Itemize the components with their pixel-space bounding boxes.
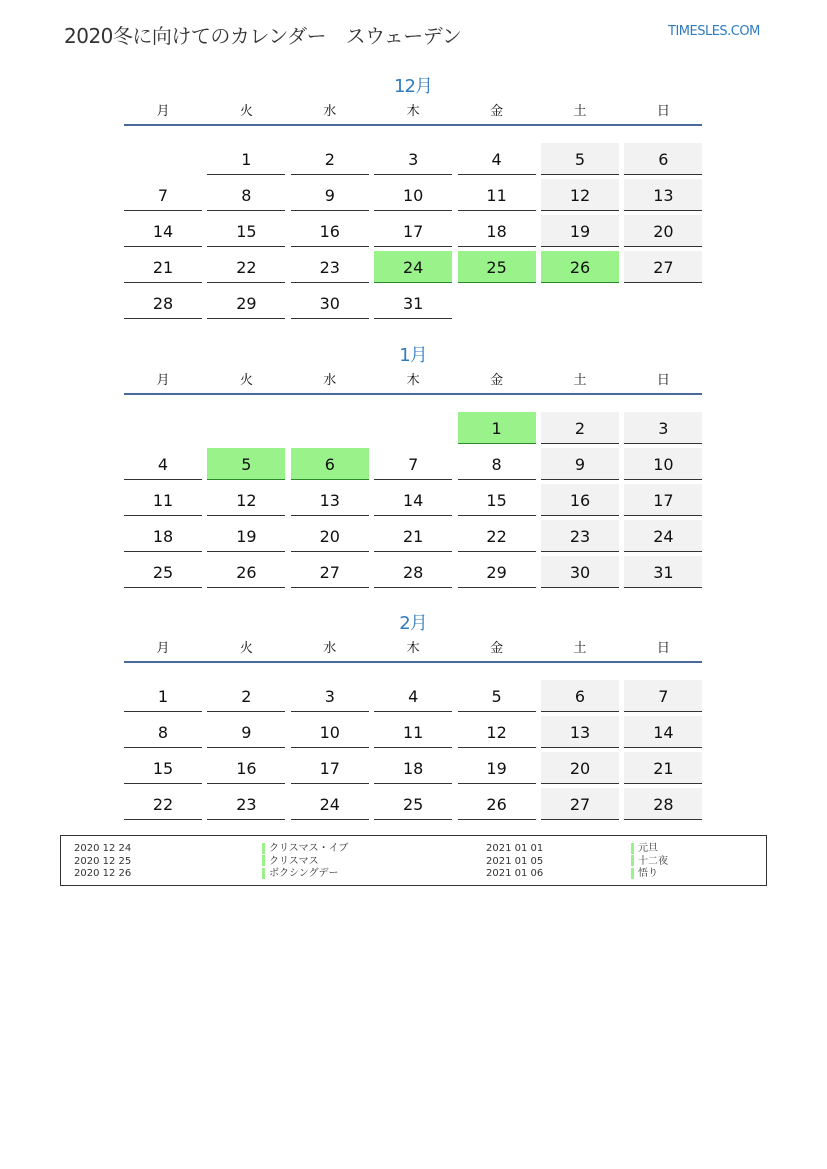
day-cell[interactable]: 23	[541, 520, 619, 552]
day-cell[interactable]: 17	[374, 215, 452, 247]
holiday-color-marker	[631, 855, 634, 866]
day-cell[interactable]: 20	[624, 215, 702, 247]
weekday-header: 金	[490, 104, 504, 119]
day-cell[interactable]: 19	[207, 520, 285, 552]
day-cell[interactable]: 7	[624, 680, 702, 712]
day-cell[interactable]: 6	[541, 680, 619, 712]
day-cell[interactable]: 9	[207, 716, 285, 748]
day-cell[interactable]: 16	[541, 484, 619, 516]
weekday-header: 金	[490, 373, 504, 388]
holiday-day-cell[interactable]: 5	[207, 448, 285, 480]
day-cell[interactable]: 4	[374, 680, 452, 712]
legend-holiday-name: 元旦	[638, 843, 658, 854]
day-cell[interactable]: 23	[207, 788, 285, 820]
day-cell[interactable]: 5	[541, 143, 619, 175]
day-cell[interactable]: 2	[541, 412, 619, 444]
day-cell[interactable]: 18	[458, 215, 536, 247]
day-cell[interactable]: 16	[291, 215, 369, 247]
legend-date: 2020 12 26	[74, 868, 132, 879]
day-cell[interactable]: 3	[374, 143, 452, 175]
weekday-header: 火	[239, 373, 253, 388]
day-cell[interactable]: 3	[624, 412, 702, 444]
weekday-header: 金	[490, 641, 504, 656]
weekday-header: 日	[656, 373, 670, 388]
day-cell[interactable]: 9	[541, 448, 619, 480]
day-cell[interactable]: 27	[291, 556, 369, 588]
legend-holiday-name: 悟り	[638, 868, 658, 879]
month-block	[124, 609, 702, 869]
legend-holiday-name: 十二夜	[638, 855, 668, 867]
day-cell[interactable]: 13	[541, 716, 619, 748]
header-divider	[124, 124, 702, 126]
month-title: 1月	[399, 345, 427, 366]
legend-holiday	[631, 855, 668, 868]
holiday-color-marker	[262, 868, 265, 879]
weekday-header: 水	[323, 104, 337, 119]
holiday-day-cell[interactable]: 6	[291, 448, 369, 480]
holiday-color-marker	[631, 868, 634, 879]
day-cell[interactable]: 10	[374, 179, 452, 211]
holiday-color-marker	[262, 855, 265, 866]
day-cell[interactable]: 5	[458, 680, 536, 712]
day-cell[interactable]: 25	[374, 788, 452, 820]
day-cell[interactable]: 17	[624, 484, 702, 516]
weekday-header: 土	[573, 373, 587, 388]
day-cell[interactable]: 4	[458, 143, 536, 175]
day-cell[interactable]: 18	[124, 520, 202, 552]
legend-holiday-name: クリスマス・イブ	[269, 843, 349, 854]
holiday-color-marker	[262, 843, 265, 854]
holiday-day-cell[interactable]: 1	[458, 412, 536, 444]
weekday-header: 木	[406, 104, 420, 119]
day-cell[interactable]: 11	[124, 484, 202, 516]
day-cell[interactable]: 8	[207, 179, 285, 211]
day-cell[interactable]: 14	[374, 484, 452, 516]
day-cell[interactable]: 30	[541, 556, 619, 588]
weekday-header: 日	[656, 104, 670, 119]
day-cell[interactable]: 14	[624, 716, 702, 748]
day-cell[interactable]: 31	[624, 556, 702, 588]
weekday-header: 木	[406, 641, 420, 656]
holiday-legend	[60, 835, 767, 886]
day-cell[interactable]: 24	[624, 520, 702, 552]
legend-holiday-name: ボクシングデー	[269, 868, 339, 879]
day-cell[interactable]: 26	[458, 788, 536, 820]
weekday-header: 火	[239, 641, 253, 656]
day-cell[interactable]: 7	[124, 179, 202, 211]
day-cell[interactable]: 2	[291, 143, 369, 175]
holiday-color-marker	[631, 843, 634, 854]
legend-holiday	[631, 867, 658, 880]
day-cell[interactable]: 10	[291, 716, 369, 748]
weekday-header: 土	[573, 641, 587, 656]
weekday-header: 月	[156, 373, 170, 388]
legend-holiday-name: クリスマス	[269, 855, 319, 867]
day-cell[interactable]: 3	[291, 680, 369, 712]
day-cell[interactable]: 26	[207, 556, 285, 588]
weekday-header: 月	[156, 641, 170, 656]
weekday-header: 木	[406, 373, 420, 388]
weekday-header: 土	[573, 104, 587, 119]
legend-date: 2020 12 24	[74, 843, 132, 854]
legend-date: 2021 01 06	[486, 868, 544, 879]
month-block	[124, 341, 702, 601]
legend-holiday	[262, 855, 319, 868]
day-cell[interactable]: 12	[541, 179, 619, 211]
month-title: 2月	[399, 613, 427, 634]
day-cell[interactable]: 30	[291, 287, 369, 319]
day-cell[interactable]: 6	[624, 143, 702, 175]
day-cell[interactable]: 11	[374, 716, 452, 748]
day-cell[interactable]: 19	[541, 215, 619, 247]
day-cell[interactable]: 28	[124, 287, 202, 319]
page-title: 2020冬に向けてのカレンダー スウェーデン	[64, 24, 462, 48]
weekday-header: 水	[323, 641, 337, 656]
day-cell[interactable]: 8	[124, 716, 202, 748]
day-cell[interactable]: 17	[291, 752, 369, 784]
day-cell[interactable]: 27	[541, 788, 619, 820]
holiday-day-cell[interactable]: 24	[374, 251, 452, 283]
day-cell[interactable]: 22	[207, 251, 285, 283]
holiday-day-cell[interactable]: 26	[541, 251, 619, 283]
day-cell[interactable]: 22	[124, 788, 202, 820]
day-cell[interactable]: 21	[374, 520, 452, 552]
day-cell[interactable]: 2	[207, 680, 285, 712]
day-cell[interactable]: 15	[207, 215, 285, 247]
weekday-header: 月	[156, 104, 170, 119]
day-cell[interactable]: 21	[124, 251, 202, 283]
day-cell[interactable]: 22	[458, 520, 536, 552]
day-cell[interactable]: 28	[374, 556, 452, 588]
day-cell[interactable]: 20	[291, 520, 369, 552]
month-block	[124, 72, 702, 332]
day-cell[interactable]: 20	[541, 752, 619, 784]
day-cell[interactable]: 16	[207, 752, 285, 784]
day-cell[interactable]: 11	[458, 179, 536, 211]
legend-holiday	[631, 842, 658, 855]
day-cell[interactable]: 14	[124, 215, 202, 247]
day-cell[interactable]: 18	[374, 752, 452, 784]
weekday-header: 火	[239, 104, 253, 119]
day-cell[interactable]: 31	[374, 287, 452, 319]
day-cell[interactable]: 29	[207, 287, 285, 319]
weekday-header: 日	[656, 641, 670, 656]
day-cell[interactable]: 28	[624, 788, 702, 820]
weekday-header: 水	[323, 373, 337, 388]
day-cell[interactable]: 23	[291, 251, 369, 283]
holiday-day-cell[interactable]: 25	[458, 251, 536, 283]
day-cell[interactable]: 4	[124, 448, 202, 480]
day-cell[interactable]: 1	[124, 680, 202, 712]
header-divider	[124, 393, 702, 395]
day-cell[interactable]: 19	[458, 752, 536, 784]
day-cell[interactable]: 15	[124, 752, 202, 784]
legend-holiday	[262, 867, 339, 880]
day-cell[interactable]: 27	[624, 251, 702, 283]
month-title: 12月	[394, 76, 432, 97]
day-cell[interactable]: 21	[624, 752, 702, 784]
day-cell[interactable]: 1	[207, 143, 285, 175]
day-cell[interactable]: 13	[624, 179, 702, 211]
day-cell[interactable]: 29	[458, 556, 536, 588]
brand-logo[interactable]: TIMESLES.COM	[668, 24, 760, 39]
day-cell[interactable]: 15	[458, 484, 536, 516]
day-cell[interactable]: 24	[291, 788, 369, 820]
legend-holiday	[262, 842, 348, 855]
day-cell[interactable]: 13	[291, 484, 369, 516]
legend-date: 2021 01 05	[486, 855, 544, 867]
day-cell[interactable]: 12	[207, 484, 285, 516]
day-cell[interactable]: 8	[458, 448, 536, 480]
day-cell[interactable]: 12	[458, 716, 536, 748]
legend-date: 2021 01 01	[486, 843, 544, 854]
day-cell[interactable]: 9	[291, 179, 369, 211]
day-cell[interactable]: 10	[624, 448, 702, 480]
day-cell[interactable]: 7	[374, 448, 452, 480]
legend-date: 2020 12 25	[74, 855, 132, 867]
day-cell[interactable]: 25	[124, 556, 202, 588]
header-divider	[124, 661, 702, 663]
